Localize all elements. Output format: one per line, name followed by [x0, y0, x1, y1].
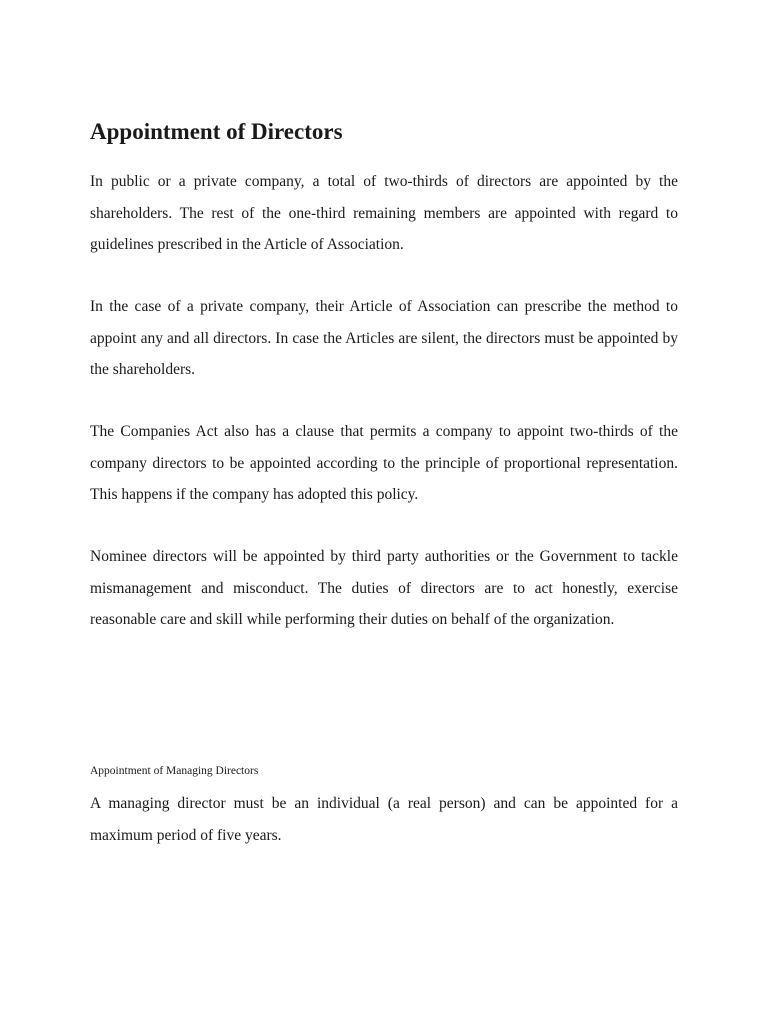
paragraph-proportional-representation: The Companies Act also has a clause that permits a company to appoint two-thirds of the company directors to be appointed according to the principle of proportional representation. This happens if the company has adopted this policy. — [90, 423, 678, 503]
page-title: Appointment of Directors — [90, 119, 343, 144]
paragraph-shareholder-appointment: In public or a private company, a total of two-thirds of directors are appointed by the shareholders. The rest of the one-third remaining members are appointed with regard to guidelines prescribed in the Article of Association. — [90, 173, 678, 253]
paragraph-private-company-method: In the case of a private company, their Article of Association can prescribe the method to appoint any and all directors. In case the Articles are silent, the directors must be appointed by the shareholders. — [90, 298, 678, 378]
paragraph-nominee-directors: Nominee directors will be appointed by third party authorities or the Government to tackle mismanagement and misconduct. The duties of directors are to act honestly, exercise reasonable care and skill while performing their duties on behalf of the organization. — [90, 548, 678, 628]
paragraph-managing-director: A managing director must be an individual (a real person) and can be appointed for a maximum period of five years. — [90, 795, 678, 844]
section-subheading: Appointment of Managing Directors — [90, 765, 259, 777]
